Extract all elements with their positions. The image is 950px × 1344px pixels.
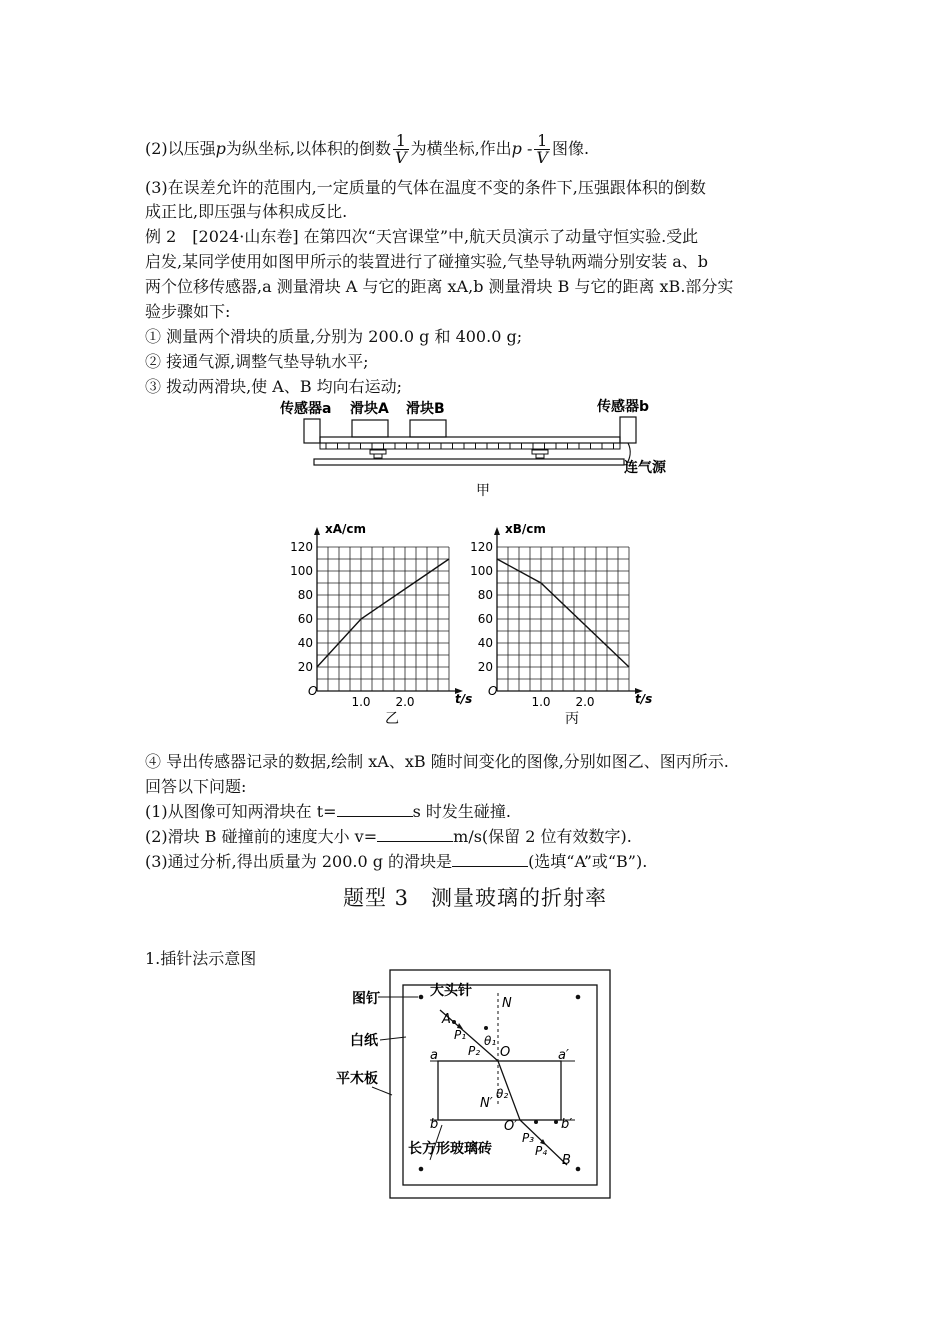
thumbtack-br [576, 1167, 581, 1172]
label-P1: P₁ [454, 1028, 467, 1042]
step-2: ② 接通气源,调整气垫导轨水平; [145, 352, 369, 371]
label-sensor-a: 传感器a [280, 401, 332, 417]
example-line1: 例 2 [2024·山东卷] 在第四次“天宫课堂”中,航天员演示了动量守恒实验.受此 [145, 227, 699, 246]
fraction-1-over-v-2: $\frac{1}{V}$ [536, 131, 548, 167]
label-O: O [500, 1045, 511, 1060]
track-holes [326, 443, 614, 449]
pin-P4-dot [554, 1120, 558, 1124]
question-3: (3)通过分析,得出质量为 200.0 g 的滑块是 (选填“A”或“B”). [145, 852, 648, 871]
label-slider-b: 滑块B [406, 401, 445, 417]
chart-yi-ytick-label: 60 [297, 612, 313, 626]
support-right [532, 450, 548, 458]
label-B: B [562, 1153, 571, 1168]
chart-bing-xB-vs-t [465, 515, 653, 730]
chart-yi-xtick-label: 2.0 [395, 695, 415, 709]
step-4: ④ 导出传感器记录的数据,绘制 xA、xB 随时间变化的图像,分别如图乙、图丙所示. [145, 752, 729, 771]
track-top [320, 437, 620, 443]
pin-P3-dot [534, 1120, 538, 1124]
chart-bing-ytick-label: 20 [477, 660, 493, 674]
chart-yi-origin: O [308, 684, 318, 698]
chart-yi-xtick-label: 1.0 [351, 695, 371, 709]
label-N-prime: N′ [480, 1096, 493, 1111]
figure-jia-air-track [270, 395, 690, 505]
item-pin-method: 1.插针法示意图 [145, 949, 257, 968]
sensor-a-box [304, 419, 320, 443]
fraction-1-over-v: $\frac{1}{V}$ [395, 131, 407, 167]
chart-yi-ytick-label: 120 [290, 540, 313, 554]
step-3: ③ 拨动两滑块,使 A、B 均向右运动; [145, 377, 403, 396]
chart-bing-grid [494, 527, 643, 694]
label-P4: P₄ [535, 1144, 548, 1158]
label-theta2: θ₂ [496, 1087, 509, 1101]
wooden-board [390, 970, 610, 1198]
item-3-line2: 成正比,即压强与体积成反比. [145, 202, 348, 221]
step-1: ① 测量两个滑块的质量,分别为 200.0 g 和 400.0 g; [145, 327, 523, 346]
label-N: N [502, 996, 512, 1011]
leader-white-paper [380, 1037, 406, 1040]
support-left [370, 450, 386, 458]
chart-bing-ylabel: xB/cm [505, 522, 546, 536]
chart-bing-ytick-label: 120 [470, 540, 493, 554]
label-pin: 大头针 [430, 983, 472, 999]
chart-yi-ytick-label: 100 [290, 564, 313, 578]
chart-yi-grid [314, 527, 463, 694]
label-P3: P₃ [522, 1131, 535, 1145]
chart-yi-y-axis-arrow [314, 527, 320, 535]
answer-intro: 回答以下问题: [145, 777, 247, 796]
slider-b-block [410, 420, 446, 437]
item-3-line1: (3)在误差允许的范围内,一定质量的气体在温度不变的条件下,压强跟体积的倒数 [145, 178, 706, 197]
thumbtack-bl [419, 1167, 424, 1172]
chart-bing-xtick-label: 2.0 [575, 695, 595, 709]
chart-yi-ytick-label: 40 [297, 636, 313, 650]
example-line3: 两个位移传感器,a 测量滑块 A 与它的距离 xA,b 测量滑块 B 与它的距离 xB.部分实 [145, 277, 734, 296]
label-A: A [442, 1012, 451, 1027]
label-b-prime: b′ [561, 1117, 573, 1132]
label-slider-a: 滑块A [350, 401, 389, 417]
example-line4: 验步骤如下: [145, 302, 231, 321]
section-3-title: 题型 3 测量玻璃的折射率 [342, 886, 608, 910]
label-board: 平木板 [336, 1071, 378, 1087]
sensor-b-box [620, 417, 636, 443]
answer-blank-1[interactable] [337, 800, 413, 817]
question-1: (1)从图像可知两滑块在 t= s 时发生碰撞. [145, 802, 511, 821]
label-a-prime: a′ [558, 1048, 569, 1063]
chart-bing-ytick-label: 40 [477, 636, 493, 650]
label-P2: P₂ [468, 1044, 481, 1058]
caption-jia: 甲 [476, 483, 490, 499]
chart-yi-xlabel: t/s [455, 692, 473, 706]
answer-blank-2[interactable] [377, 825, 453, 842]
chart-bing-ytick-label: 60 [477, 612, 493, 626]
pin-P1 [452, 1020, 456, 1024]
label-white-paper: 白纸 [350, 1033, 378, 1049]
label-sensor-b: 传感器b [597, 399, 650, 415]
pin-P2-dot [484, 1026, 488, 1030]
chart-yi-ylabel: xA/cm [325, 522, 367, 536]
label-glass: 长方形玻璃砖 [408, 1141, 492, 1157]
figure-pin-method [330, 965, 620, 1205]
label-theta1: θ₁ [484, 1034, 497, 1048]
base-plate [314, 459, 624, 465]
thumbtack-tl [419, 995, 424, 1000]
chart-bing-y-axis-arrow [494, 527, 500, 535]
chart-bing-origin: O [488, 684, 498, 698]
leader-board [372, 1087, 392, 1095]
label-a: a [430, 1048, 438, 1063]
chart-bing-caption: 丙 [565, 711, 579, 727]
label-thumbtack: 图钉 [352, 991, 380, 1007]
thumbtack-tr [576, 995, 581, 1000]
chart-bing-xtick-label: 1.0 [531, 695, 551, 709]
chart-bing-ytick-label: 80 [477, 588, 493, 602]
chart-yi-xA-vs-t [285, 515, 473, 730]
chart-bing-ytick-label: 100 [470, 564, 493, 578]
slider-a-block [352, 420, 388, 437]
label-b: b [430, 1117, 439, 1132]
item-2: (2)以压强p为纵坐标,以体积的倒数 $\frac{1}{V}$ 为横坐标,作出p - $\frac{1}{V}$ 图像. [145, 131, 590, 167]
chart-bing-xlabel: t/s [635, 692, 653, 706]
answer-blank-3[interactable] [452, 850, 528, 867]
label-air-source: 连气源 [624, 460, 666, 476]
chart-yi-caption: 乙 [385, 711, 399, 727]
question-2: (2)滑块 B 碰撞前的速度大小 v= m/s(保留 2 位有效数字). [145, 827, 632, 846]
chart-yi-ytick-label: 80 [297, 588, 313, 602]
chart-yi-ytick-label: 20 [297, 660, 313, 674]
label-O-prime: O′ [504, 1119, 518, 1134]
track-bottom [320, 443, 620, 449]
example-line2: 启发,某同学使用如图甲所示的装置进行了碰撞实验,气垫导轨两端分别安装 a、b [145, 252, 709, 271]
